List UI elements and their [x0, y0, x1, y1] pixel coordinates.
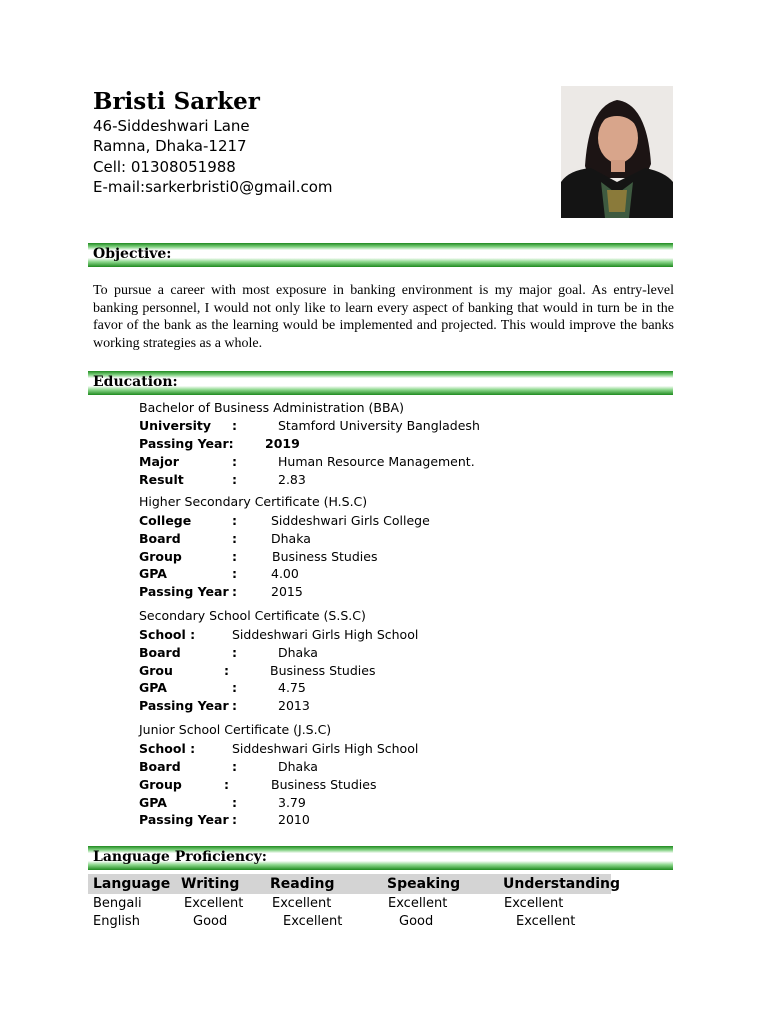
- hsc-row-value: Dhaka: [271, 531, 311, 546]
- ssc-row-colon: :: [232, 698, 237, 713]
- language-cell: Good: [193, 914, 228, 929]
- jsc-title: Junior School Certificate (J.S.C): [139, 722, 332, 737]
- hsc-row-colon: :: [232, 549, 237, 564]
- hsc-row-value: Business Studies: [272, 549, 378, 564]
- profile-photo: [561, 86, 673, 218]
- language-cell: Excellent: [516, 914, 576, 929]
- ssc-row-value: Dhaka: [278, 645, 318, 660]
- language-cell: Excellent: [388, 896, 448, 911]
- language-cell: Bengali: [93, 896, 142, 911]
- language-cell: Excellent: [272, 896, 332, 911]
- hsc-row-label: Board: [139, 531, 181, 546]
- hsc-row-value: 4.00: [271, 566, 299, 581]
- hsc-row-colon: :: [232, 513, 237, 528]
- writing-column-header: Writing: [181, 876, 240, 892]
- ssc-title: Secondary School Certificate (S.S.C): [139, 608, 366, 623]
- ssc-row-label: Grou: [139, 663, 173, 678]
- jsc-row-value: Dhaka: [278, 759, 318, 774]
- hsc-row-colon: :: [232, 566, 237, 581]
- jsc-row-value: Business Studies: [271, 777, 377, 792]
- language-cell: Excellent: [283, 914, 343, 929]
- ssc-row-value: 2013: [278, 698, 310, 713]
- jsc-row-value: Siddeshwari Girls High School: [232, 741, 419, 756]
- address-line-1: 46-Siddeshwari Lane: [93, 117, 250, 135]
- ssc-row-colon: :: [224, 663, 229, 678]
- bba-row-value: Human Resource Management.: [278, 454, 475, 469]
- jsc-row-label: Board: [139, 759, 181, 774]
- hsc-row-label: Passing Year: [139, 584, 229, 599]
- bba-row-colon: :: [232, 454, 237, 469]
- bba-row-label: Major: [139, 454, 179, 469]
- ssc-row-label: GPA: [139, 680, 167, 695]
- understanding-column-header: Understanding: [503, 876, 621, 892]
- jsc-row-label: GPA: [139, 795, 167, 810]
- jsc-row-label: Passing Year: [139, 812, 229, 827]
- bba-row-value: 2019: [265, 436, 300, 451]
- ssc-row-colon: :: [232, 680, 237, 695]
- jsc-row-colon: :: [232, 759, 237, 774]
- bba-row-label: Passing Year:: [139, 436, 234, 451]
- bba-row-label: Result: [139, 472, 184, 487]
- jsc-row-label: School :: [139, 741, 196, 756]
- ssc-row-value: 4.75: [278, 680, 306, 695]
- hsc-row-colon: :: [232, 531, 237, 546]
- jsc-row-value: 3.79: [278, 795, 306, 810]
- bba-row-colon: :: [232, 418, 237, 433]
- education-section-header: [88, 371, 673, 395]
- hsc-row-value: 2015: [271, 584, 303, 599]
- ssc-row-value: Business Studies: [270, 663, 376, 678]
- jsc-row-value: 2010: [278, 812, 310, 827]
- ssc-row-label: Board: [139, 645, 181, 660]
- objective-section-header: [88, 243, 673, 267]
- bba-row-label: University: [139, 418, 211, 433]
- hsc-row-label: College: [139, 513, 192, 528]
- email-address: E-mail:sarkerbristi0@gmail.com: [93, 178, 333, 196]
- hsc-row-label: Group: [139, 549, 182, 564]
- reading-column-header: Reading: [270, 876, 335, 892]
- ssc-row-value: Siddeshwari Girls High School: [232, 627, 419, 642]
- jsc-row-colon: :: [232, 795, 237, 810]
- jsc-row-colon: :: [224, 777, 229, 792]
- bba-row-value: Stamford University Bangladesh: [278, 418, 480, 433]
- speaking-column-header: Speaking: [387, 876, 461, 892]
- ssc-row-label: Passing Year: [139, 698, 229, 713]
- objective-text: To pursue a career with most exposure in banking environment is my major goal. As entry-level banking personnel, I would not only like to learn every aspect of banking that would in turn be in the favor of the bank as the learning would be implemented and projected. This would improve the banks working strategies as a whole.: [93, 283, 674, 351]
- hsc-row-colon: :: [232, 584, 237, 599]
- language-cell: Good: [399, 914, 434, 929]
- bba-row-value: 2.83: [278, 472, 306, 487]
- language-cell: Excellent: [184, 896, 244, 911]
- jsc-row-colon: :: [232, 812, 237, 827]
- education-heading: Education:: [93, 374, 178, 390]
- bba-title: Bachelor of Business Administration (BBA): [139, 400, 404, 415]
- hsc-title: Higher Secondary Certificate (H.S.C): [139, 494, 368, 509]
- hsc-row-value: Siddeshwari Girls College: [271, 513, 430, 528]
- objective-heading: Objective:: [93, 246, 172, 262]
- hsc-row-label: GPA: [139, 566, 167, 581]
- language-cell: English: [93, 914, 140, 929]
- candidate-name: Bristi Sarker: [93, 88, 260, 115]
- language-column-header: Language: [93, 876, 171, 892]
- jsc-row-label: Group: [139, 777, 182, 792]
- language-section-header: [88, 846, 673, 870]
- address-line-2: Ramna, Dhaka-1217: [93, 137, 247, 155]
- language-cell: Excellent: [504, 896, 564, 911]
- ssc-row-label: School :: [139, 627, 196, 642]
- bba-row-colon: :: [232, 472, 237, 487]
- ssc-row-colon: :: [232, 645, 237, 660]
- cell-number: Cell: 01308051988: [93, 158, 236, 176]
- language-heading: Language Proficiency:: [93, 849, 267, 865]
